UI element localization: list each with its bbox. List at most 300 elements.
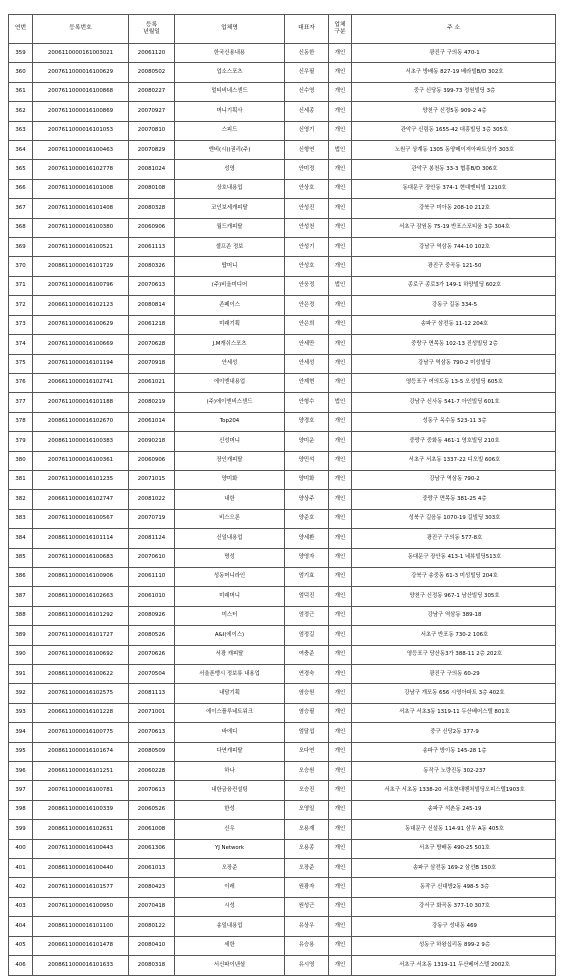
table-row <box>9 490 556 509</box>
table-row <box>9 820 556 839</box>
cell-address: 서초구 서초동 1337-22 디오빌 606호 <box>352 451 556 470</box>
cell-business-name: Top204 <box>175 412 285 431</box>
table-row <box>9 141 556 160</box>
cell-reg-number: 2006611000016102747 <box>33 490 129 509</box>
cell-address: 종로구 종로3가 149-1 하양빌딩 602호 <box>352 276 556 295</box>
cell-reg-date: 20070626 <box>129 645 175 664</box>
cell-business-name: 신일내용업 <box>175 529 285 548</box>
cell-reg-number: 2008611000016101114 <box>33 529 129 548</box>
cell-no: 375 <box>9 354 33 373</box>
table-row <box>9 44 556 63</box>
cell-reg-number: 2007611000016100692 <box>33 645 129 664</box>
cell-business-type: 개인 <box>329 762 352 781</box>
cell-business-name: 에이엔내용업 <box>175 373 285 392</box>
cell-business-name: YJ Network <box>175 839 285 858</box>
cell-no: 359 <box>9 44 33 63</box>
cell-no: 365 <box>9 160 33 179</box>
cell-reg-number: 2008611000016100383 <box>33 432 129 451</box>
cell-business-type: 개인 <box>329 626 352 645</box>
cell-reg-number: 2008611000016101674 <box>33 742 129 761</box>
cell-reg-date: 20061306 <box>129 839 175 858</box>
cell-reg-date: 20061110 <box>129 567 175 586</box>
cell-representative: 엄달섭 <box>285 723 329 742</box>
cell-no: 361 <box>9 82 33 101</box>
cell-representative: 안성천 <box>285 218 329 237</box>
cell-representative: 유상우 <box>285 917 329 936</box>
table-row <box>9 936 556 955</box>
table-row <box>9 412 556 431</box>
cell-reg-date: 20090218 <box>129 432 175 451</box>
cell-reg-date: 20080526 <box>129 626 175 645</box>
cell-representative: 양상주 <box>285 490 329 509</box>
cell-no: 405 <box>9 936 33 955</box>
cell-address: 중구 신당2동 377-9 <box>352 723 556 742</box>
cell-business-type: 개인 <box>329 606 352 625</box>
cell-address: 관악구 신림동 1655-42 대흥빌딩 3층 305호 <box>352 121 556 140</box>
cell-no: 396 <box>9 762 33 781</box>
cell-address: 노원구 상계동 1305 동양메이저아파트상가 303호 <box>352 141 556 160</box>
cell-representative: 양미운 <box>285 432 329 451</box>
cell-reg-date: 20070613 <box>129 276 175 295</box>
table-row <box>9 917 556 936</box>
table-row <box>9 587 556 606</box>
cell-reg-date: 20070918 <box>129 354 175 373</box>
cell-representative: 안성기 <box>285 238 329 257</box>
cell-no: 368 <box>9 218 33 237</box>
cell-address: 강북구 미아동 208-10 212호 <box>352 199 556 218</box>
cell-business-type: 개인 <box>329 412 352 431</box>
cell-business-name: 바에디 <box>175 723 285 742</box>
table-row <box>9 703 556 722</box>
cell-address: 강남구 개포동 656 시영아파트 3층 402호 <box>352 684 556 703</box>
cell-reg-date: 20081022 <box>129 490 175 509</box>
cell-business-type: 개인 <box>329 917 352 936</box>
table-row <box>9 102 556 121</box>
cell-no: 380 <box>9 451 33 470</box>
cell-business-type: 개인 <box>329 44 352 63</box>
cell-representative: 원성근 <box>285 897 329 916</box>
cell-no: 403 <box>9 897 33 916</box>
cell-business-type: 개인 <box>329 470 352 489</box>
cell-business-type: 개인 <box>329 820 352 839</box>
cell-reg-date: 20070610 <box>129 548 175 567</box>
cell-no: 374 <box>9 335 33 354</box>
cell-reg-date: 20061120 <box>129 44 175 63</box>
cell-representative: 안성호 <box>285 257 329 276</box>
cell-reg-number: 2007611000016100868 <box>33 82 129 101</box>
cell-no: 385 <box>9 548 33 567</box>
cell-business-type: 개인 <box>329 529 352 548</box>
cell-reg-number: 2007611000016100443 <box>33 839 129 858</box>
cell-reg-date: 20061013 <box>129 859 175 878</box>
header-row <box>9 15 556 44</box>
cell-reg-number: 2007611000016100683 <box>33 548 129 567</box>
cell-address: 송파구 삼전동 169-2 삼선B 150호 <box>352 859 556 878</box>
cell-no: 363 <box>9 121 33 140</box>
cell-reg-date: 20080219 <box>129 393 175 412</box>
cell-business-name: 양미화 <box>175 470 285 489</box>
cell-business-type: 개인 <box>329 432 352 451</box>
cell-business-type: 개인 <box>329 451 352 470</box>
cell-reg-number: 2008611000016101292 <box>33 606 129 625</box>
cell-business-name: 존페이스 <box>175 296 285 315</box>
cell-reg-number: 2007611000016101727 <box>33 626 129 645</box>
cell-representative: 양세환 <box>285 529 329 548</box>
cell-reg-number: 2006110000161003021 <box>33 44 129 63</box>
cell-reg-date: 20070829 <box>129 141 175 160</box>
cell-business-name: 시성 <box>175 897 285 916</box>
cell-no: 364 <box>9 141 33 160</box>
cell-business-name: 명성 <box>175 548 285 567</box>
cell-no: 376 <box>9 373 33 392</box>
table-row <box>9 762 556 781</box>
cell-reg-date: 20070418 <box>129 897 175 916</box>
cell-representative: 안은희 <box>285 315 329 334</box>
cell-no: 400 <box>9 839 33 858</box>
cell-representative: 유승용 <box>285 936 329 955</box>
cell-no: 373 <box>9 315 33 334</box>
cell-reg-date: 20070628 <box>129 335 175 354</box>
cell-reg-number: 2008611000016102663 <box>33 587 129 606</box>
cell-representative: 염승필 <box>285 703 329 722</box>
cell-reg-number: 2008611000016102670 <box>33 412 129 431</box>
cell-reg-date: 20060906 <box>129 218 175 237</box>
cell-representative: 엄기효 <box>285 567 329 586</box>
cell-business-type: 개인 <box>329 335 352 354</box>
cell-representative: 오다연 <box>285 742 329 761</box>
cell-reg-date: 20080814 <box>129 296 175 315</box>
cell-reg-date: 20080423 <box>129 878 175 897</box>
cell-business-type: 개인 <box>329 567 352 586</box>
cell-reg-number: 2007611000016100463 <box>33 141 129 160</box>
cell-no: 402 <box>9 878 33 897</box>
cell-business-type: 개인 <box>329 839 352 858</box>
cell-representative: 안세성 <box>285 354 329 373</box>
cell-reg-date: 20071015 <box>129 470 175 489</box>
cell-business-name: 스피드 <box>175 121 285 140</box>
cell-address: 강서구 화곡동 377-10 307호 <box>352 897 556 916</box>
cell-reg-date: 20080108 <box>129 179 175 198</box>
cell-address: 성동구 하왕십리동 899-2 9층 <box>352 936 556 955</box>
cell-no: 392 <box>9 684 33 703</box>
cell-reg-number: 2007611000016102778 <box>33 160 129 179</box>
cell-address: 중랑구 면목동 381-25 4층 <box>352 490 556 509</box>
cell-business-name: 신우 <box>175 820 285 839</box>
cell-no: 404 <box>9 917 33 936</box>
cell-reg-number: 2007611000016100629 <box>33 315 129 334</box>
cell-business-type: 개인 <box>329 315 352 334</box>
cell-reg-date: 20061113 <box>129 238 175 257</box>
cell-reg-number: 2008611000016101729 <box>33 257 129 276</box>
cell-no: 371 <box>9 276 33 295</box>
cell-business-name: J.M캐쉬스포츠 <box>175 335 285 354</box>
cell-reg-number: 2007611000016100781 <box>33 781 129 800</box>
cell-address: 강동구 성내동 469 <box>352 917 556 936</box>
cell-address: 양천구 신정동 967-1 남산빌딩 305호 <box>352 587 556 606</box>
cell-reg-date: 20080502 <box>129 63 175 82</box>
cell-reg-number: 2008611000016102631 <box>33 820 129 839</box>
cell-reg-number: 2006611000016101251 <box>33 762 129 781</box>
cell-address: 중랑구 면목동 102-13 진성빌딩 2층 <box>352 335 556 354</box>
cell-representative: 양경호 <box>285 412 329 431</box>
table-row <box>9 548 556 567</box>
cell-reg-date: 20080410 <box>129 936 175 955</box>
cell-reg-number: 2007611000016101194 <box>33 354 129 373</box>
cell-business-name: 장인캐피탈 <box>175 451 285 470</box>
table-row <box>9 645 556 664</box>
header-address: 주 소 <box>352 15 556 44</box>
table-row <box>9 296 556 315</box>
cell-no: 383 <box>9 509 33 528</box>
cell-business-name: 탑머니 <box>175 257 285 276</box>
cell-no: 367 <box>9 199 33 218</box>
cell-representative: 엄정근 <box>285 606 329 625</box>
table-row <box>9 567 556 586</box>
cell-reg-number: 2007611000016100361 <box>33 451 129 470</box>
table-row <box>9 839 556 858</box>
cell-no: 398 <box>9 800 33 819</box>
cell-no: 386 <box>9 567 33 586</box>
cell-representative: 양미화 <box>285 470 329 489</box>
cell-reg-number: 2007611000016101235 <box>33 470 129 489</box>
cell-business-name: 성동머니라인 <box>175 567 285 586</box>
cell-representative: 양준호 <box>285 509 329 528</box>
table-row <box>9 432 556 451</box>
cell-address: 양천구 신정5동 909-2 4층 <box>352 102 556 121</box>
cell-business-type: 개인 <box>329 645 352 664</box>
cell-no: 395 <box>9 742 33 761</box>
cell-business-name: 성영 <box>175 160 285 179</box>
table-row <box>9 276 556 295</box>
cell-no: 387 <box>9 587 33 606</box>
cell-no: 362 <box>9 102 33 121</box>
cell-no: 401 <box>9 859 33 878</box>
cell-business-name: 에이스플루네트워크 <box>175 703 285 722</box>
cell-no: 388 <box>9 606 33 625</box>
cell-address: 강남구 역삼동 744-10 102호 <box>352 238 556 257</box>
cell-representative: 엄정길 <box>285 626 329 645</box>
cell-reg-date: 20081024 <box>129 160 175 179</box>
cell-business-type: 개인 <box>329 548 352 567</box>
cell-business-name: 업소스포츠 <box>175 63 285 82</box>
cell-address: 서초구 서초동 1319-11 두산베어스텔 2002호 <box>352 956 556 975</box>
cell-reg-number: 2007611000016100567 <box>33 509 129 528</box>
table-row <box>9 179 556 198</box>
cell-representative: 오승진 <box>285 781 329 800</box>
cell-reg-date: 20071001 <box>129 703 175 722</box>
cell-business-name: 송일내용업 <box>175 917 285 936</box>
cell-representative: 신동한 <box>285 44 329 63</box>
cell-address: 성동구 옥수동 523-11 3층 <box>352 412 556 431</box>
cell-representative: 신우필 <box>285 63 329 82</box>
cell-business-name: 이레 <box>175 878 285 897</box>
cell-reg-date: 20081113 <box>129 684 175 703</box>
cell-no: 389 <box>9 626 33 645</box>
cell-address: 영등포구 여의도동 13-5 오성빌딩 605호 <box>352 373 556 392</box>
cell-representative: 안웅정 <box>285 276 329 295</box>
cell-no: 379 <box>9 432 33 451</box>
cell-reg-date: 20080509 <box>129 742 175 761</box>
cell-business-name: 서신파이낸셜 <box>175 956 285 975</box>
cell-reg-number: 2007611000016100775 <box>33 723 129 742</box>
cell-business-name: 비스으론 <box>175 509 285 528</box>
cell-business-type: 개인 <box>329 936 352 955</box>
cell-business-type: 개인 <box>329 296 352 315</box>
cell-reg-date: 20060228 <box>129 762 175 781</box>
cell-business-name: 내한 <box>175 490 285 509</box>
cell-no: 366 <box>9 179 33 198</box>
cell-address: 송파구 석촌동 245-19 <box>352 800 556 819</box>
table-row <box>9 956 556 975</box>
cell-representative: 염승원 <box>285 684 329 703</box>
header-business-name: 업체명 <box>175 15 285 44</box>
cell-reg-date: 20061218 <box>129 315 175 334</box>
cell-representative: 신영기 <box>285 121 329 140</box>
cell-business-type: 개인 <box>329 218 352 237</box>
table-row <box>9 626 556 645</box>
table-row <box>9 606 556 625</box>
cell-business-name: 서광 캐피탈 <box>175 645 285 664</box>
cell-reg-number: 2007611000016101008 <box>33 179 129 198</box>
cell-reg-date: 20060906 <box>129 451 175 470</box>
cell-reg-number: 2007611000016102575 <box>33 684 129 703</box>
cell-business-name: 코인보세캐피탈 <box>175 199 285 218</box>
cell-representative: 여충준 <box>285 645 329 664</box>
cell-representative: 연경숙 <box>285 665 329 684</box>
cell-representative: 안미정 <box>285 160 329 179</box>
cell-business-name: 신성머니 <box>175 432 285 451</box>
cell-representative: 신세종 <box>285 102 329 121</box>
cell-business-name: 머니기획사 <box>175 102 285 121</box>
cell-no: 378 <box>9 412 33 431</box>
table-row <box>9 859 556 878</box>
table-row <box>9 238 556 257</box>
cell-business-type: 개인 <box>329 684 352 703</box>
cell-business-name: 다연캐피탈 <box>175 742 285 761</box>
cell-address: 관악구 봉천동 33-3 협흥B/D 306호 <box>352 160 556 179</box>
cell-business-name: 상호내용업 <box>175 179 285 198</box>
table-row <box>9 781 556 800</box>
cell-business-type: 개인 <box>329 587 352 606</box>
cell-business-type: 개인 <box>329 897 352 916</box>
cell-no: 390 <box>9 645 33 664</box>
cell-business-name: 멀티비네스센드 <box>175 82 285 101</box>
cell-business-type: 개인 <box>329 781 352 800</box>
cell-reg-number: 2007611000016101053 <box>33 121 129 140</box>
cell-business-name: 한국신용내용 <box>175 44 285 63</box>
cell-reg-number: 2006611000016101478 <box>33 936 129 955</box>
table-row <box>9 63 556 82</box>
cell-business-name: A&I(에이스) <box>175 626 285 645</box>
table-row <box>9 218 556 237</box>
cell-address: 동작구 신대방2동 498-5 3층 <box>352 878 556 897</box>
cell-business-name: 오장준 <box>175 859 285 878</box>
table-row <box>9 723 556 742</box>
cell-business-name: 엔비(시)(권리(주) <box>175 141 285 160</box>
cell-business-name: (주)비올미디어 <box>175 276 285 295</box>
cell-representative: 오용재 <box>285 820 329 839</box>
cell-representative: 안은정 <box>285 296 329 315</box>
cell-reg-date: 20070613 <box>129 723 175 742</box>
table-row <box>9 373 556 392</box>
cell-address: 동대문구 장안동 413-1 네뷰빌딩513호 <box>352 548 556 567</box>
cell-representative: 원광자 <box>285 878 329 897</box>
cell-representative: 안형수 <box>285 393 329 412</box>
header-reg-date: 등록 년월일 <box>129 15 175 44</box>
table-row <box>9 393 556 412</box>
cell-business-name: 셀프존 정보 <box>175 238 285 257</box>
cell-reg-number: 2006611000016101228 <box>33 703 129 722</box>
cell-representative: 오영일 <box>285 800 329 819</box>
cell-address: 서초구 방배동 827-19 배라빌B/D 302호 <box>352 63 556 82</box>
cell-no: 372 <box>9 296 33 315</box>
cell-representative: 엄덕진 <box>285 587 329 606</box>
cell-representative: 안제현 <box>285 373 329 392</box>
cell-reg-number: 2006611000016102741 <box>33 373 129 392</box>
table-row <box>9 470 556 489</box>
cell-business-type: 개인 <box>329 238 352 257</box>
cell-business-type: 개인 <box>329 878 352 897</box>
cell-address: 강남구 역삼동 790-2 <box>352 470 556 489</box>
cell-representative: 오용종 <box>285 839 329 858</box>
table-row <box>9 354 556 373</box>
cell-address: 중랑구 중화동 461-1 영호빌딩 210호 <box>352 432 556 451</box>
table-row <box>9 315 556 334</box>
cell-no: 369 <box>9 238 33 257</box>
cell-representative: 양영자 <box>285 548 329 567</box>
cell-reg-number: 2007611000016100950 <box>33 897 129 916</box>
cell-reg-date: 20080227 <box>129 82 175 101</box>
table-row <box>9 529 556 548</box>
cell-business-type: 개인 <box>329 199 352 218</box>
header-representative: 대표자 <box>285 15 329 44</box>
cell-no: 406 <box>9 956 33 975</box>
cell-address: 동작구 노량진동 302-237 <box>352 762 556 781</box>
cell-business-type: 개인 <box>329 956 352 975</box>
cell-representative: 안세만 <box>285 335 329 354</box>
cell-business-type: 개인 <box>329 82 352 101</box>
cell-no: 382 <box>9 490 33 509</box>
cell-reg-number: 2008611000016101633 <box>33 956 129 975</box>
header-business-type: 업체 구분 <box>329 15 352 44</box>
cell-reg-number: 2008611000016100622 <box>33 665 129 684</box>
cell-business-name: 세한 <box>175 936 285 955</box>
cell-reg-number: 2008611000016101100 <box>33 917 129 936</box>
table-row <box>9 82 556 101</box>
cell-address: 광진구 구의동 577-8호 <box>352 529 556 548</box>
cell-business-name: (주)에이엔비스센드 <box>175 393 285 412</box>
cell-address: 동대문구 장안동 374-1 현대멘티빌 1210호 <box>352 179 556 198</box>
cell-reg-date: 20081124 <box>129 529 175 548</box>
cell-reg-date: 20061008 <box>129 820 175 839</box>
cell-address: 강남구 역삼동 790-2 미성빌딩 <box>352 354 556 373</box>
cell-reg-date: 20070719 <box>129 509 175 528</box>
table-row <box>9 121 556 140</box>
cell-address: 중구 신당동 399-73 정원빌딩 3층 <box>352 82 556 101</box>
cell-reg-date: 20061010 <box>129 587 175 606</box>
cell-address: 강북구 송중동 61-3 미성빌딩 204호 <box>352 567 556 586</box>
cell-no: 377 <box>9 393 33 412</box>
table-row <box>9 878 556 897</box>
table-row <box>9 509 556 528</box>
cell-business-name: 월드캐피탈 <box>175 218 285 237</box>
cell-address: 서초구 방배동 490-25 501호 <box>352 839 556 858</box>
cell-representative: 신수영 <box>285 82 329 101</box>
cell-address: 성북구 길음동 1070-19 길빌딩 303호 <box>352 509 556 528</box>
cell-no: 397 <box>9 781 33 800</box>
cell-reg-date: 20061021 <box>129 373 175 392</box>
cell-reg-number: 2007611000016101408 <box>33 199 129 218</box>
